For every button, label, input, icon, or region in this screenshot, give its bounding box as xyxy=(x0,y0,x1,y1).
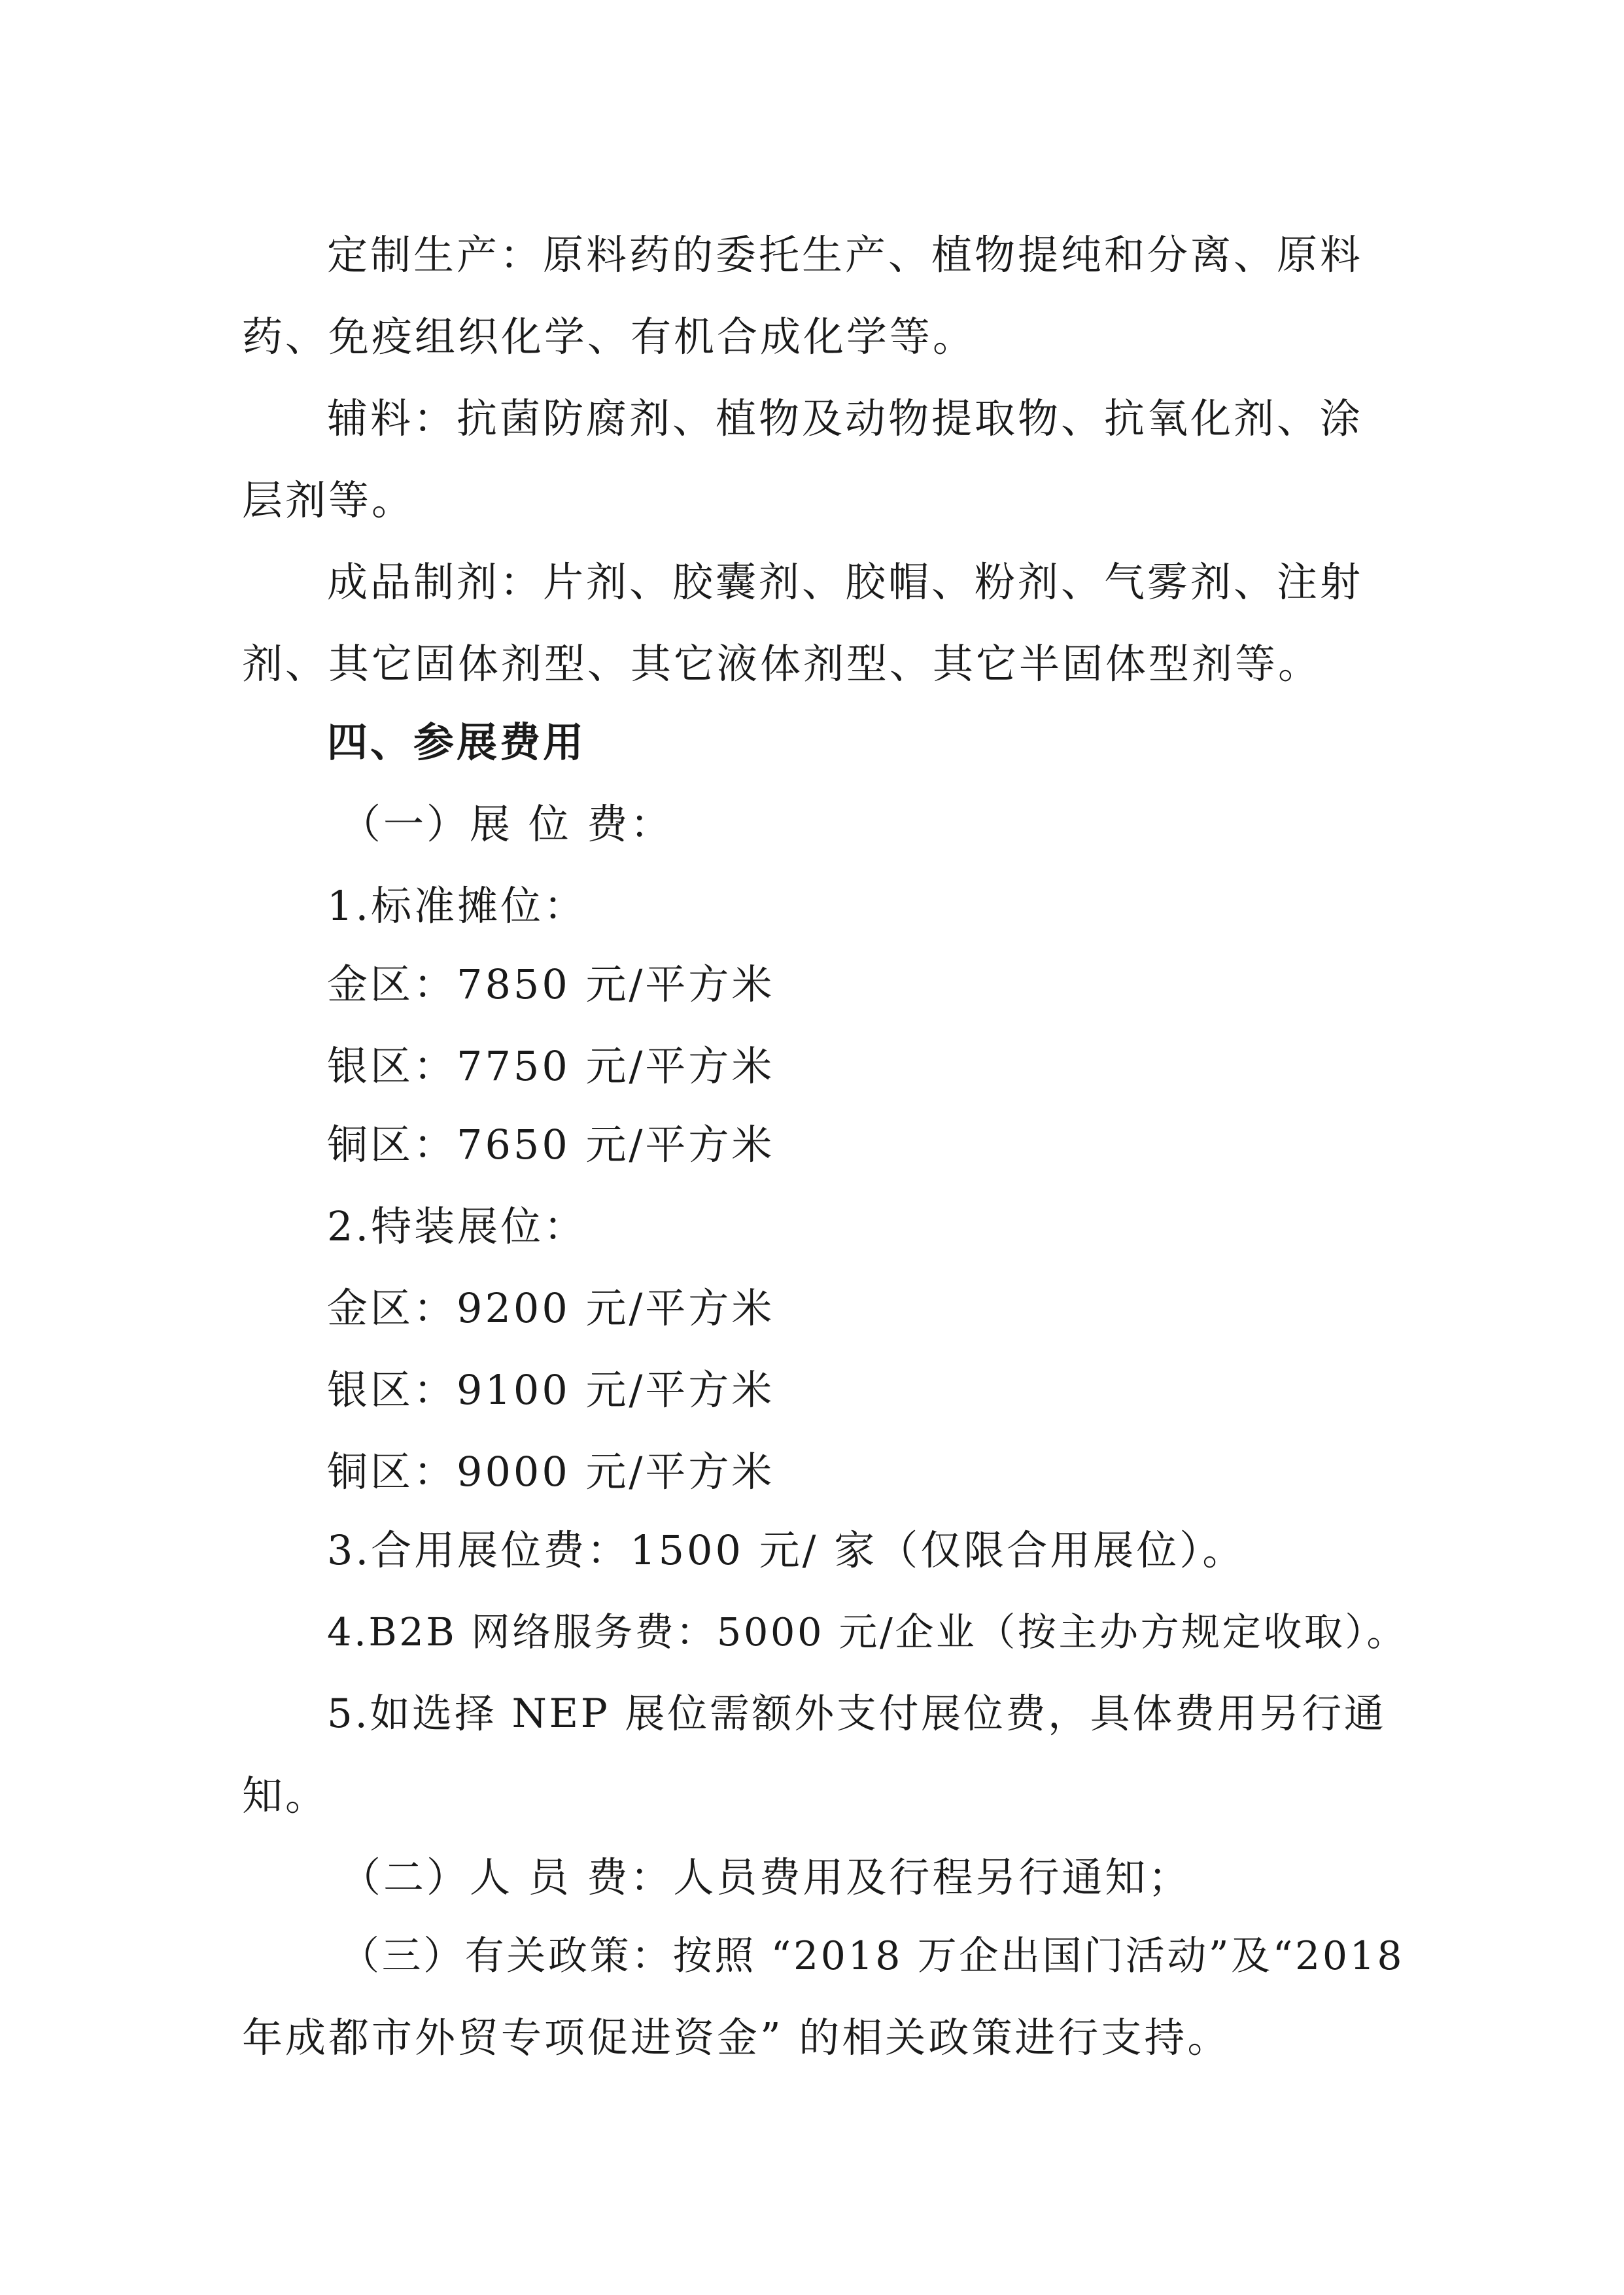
paragraph-finished-preparations-line-2: 剂、其它固体剂型、其它液体剂型、其它半固体型剂等。 xyxy=(242,640,1322,688)
zone-label: 铜区： xyxy=(327,1448,457,1496)
zone-label: 金区： xyxy=(327,1284,457,1332)
personnel-fee: （二）人 员 费：人员费用及行程另行通知； xyxy=(340,1853,1192,1901)
paragraph-custom-production-line-1: 定制生产：原料药的委托生产、植物提纯和分离、原料 xyxy=(327,231,1364,279)
zone-label: 金区： xyxy=(327,960,457,1008)
zone-price: 9000 元/平方米 xyxy=(457,1448,775,1496)
special-booth-label: 2.特装展位： xyxy=(327,1202,587,1250)
standard-zone-silver xyxy=(327,1040,774,1093)
zone-price: 7750 元/平方米 xyxy=(457,1042,775,1090)
policy-line-2: 年成都市外贸专项促进资金” 的相关政策进行支持。 xyxy=(242,2014,1231,2061)
zone-label: 银区： xyxy=(327,1366,457,1414)
paragraph-excipients-line-1: 辅料：抗菌防腐剂、植物及动物提取物、抗氧化剂、涂 xyxy=(327,394,1364,442)
special-zone-gold xyxy=(327,1282,774,1335)
nep-booth-line-1: 5.如选择 NEP 展位需额外支付展位费，具体费用另行通 xyxy=(327,1691,1387,1737)
zone-price: 9100 元/平方米 xyxy=(457,1366,775,1414)
zone-price: 7850 元/平方米 xyxy=(457,960,775,1008)
standard-booth-label: 1.标准摊位： xyxy=(327,882,587,930)
zone-label: 银区： xyxy=(327,1042,457,1090)
booth-fee-heading: （一）展 位 费： xyxy=(340,800,674,848)
special-zone-bronze xyxy=(327,1446,774,1498)
nep-booth-line-2: 知。 xyxy=(242,1772,329,1819)
zone-price: 9200 元/平方米 xyxy=(457,1284,775,1332)
zone-label: 铜区： xyxy=(327,1121,457,1168)
b2b-service-fee: 4.B2B 网络服务费：5000 元/企业（按主办方规定收取）。 xyxy=(327,1609,1408,1655)
paragraph-finished-preparations-line-1: 成品制剂：片剂、胶囊剂、胶帽、粉剂、气雾剂、注射 xyxy=(327,558,1364,606)
policy-line-1: （三）有关政策：按照 “2018 万企出国门活动”及“2018 xyxy=(340,1933,1405,1979)
shared-booth-fee: 3.合用展位费：1500 元/ 家（仅限合用展位）。 xyxy=(327,1526,1246,1574)
paragraph-excipients-line-2: 层剂等。 xyxy=(242,476,415,524)
standard-zone-bronze xyxy=(327,1119,774,1171)
standard-zone-gold xyxy=(327,958,774,1011)
paragraph-custom-production-line-2: 药、免疫组织化学、有机合成化学等。 xyxy=(242,313,976,360)
zone-price: 7650 元/平方米 xyxy=(457,1121,775,1168)
special-zone-silver xyxy=(327,1364,774,1416)
section-heading: 四、参展费用 xyxy=(327,718,587,766)
